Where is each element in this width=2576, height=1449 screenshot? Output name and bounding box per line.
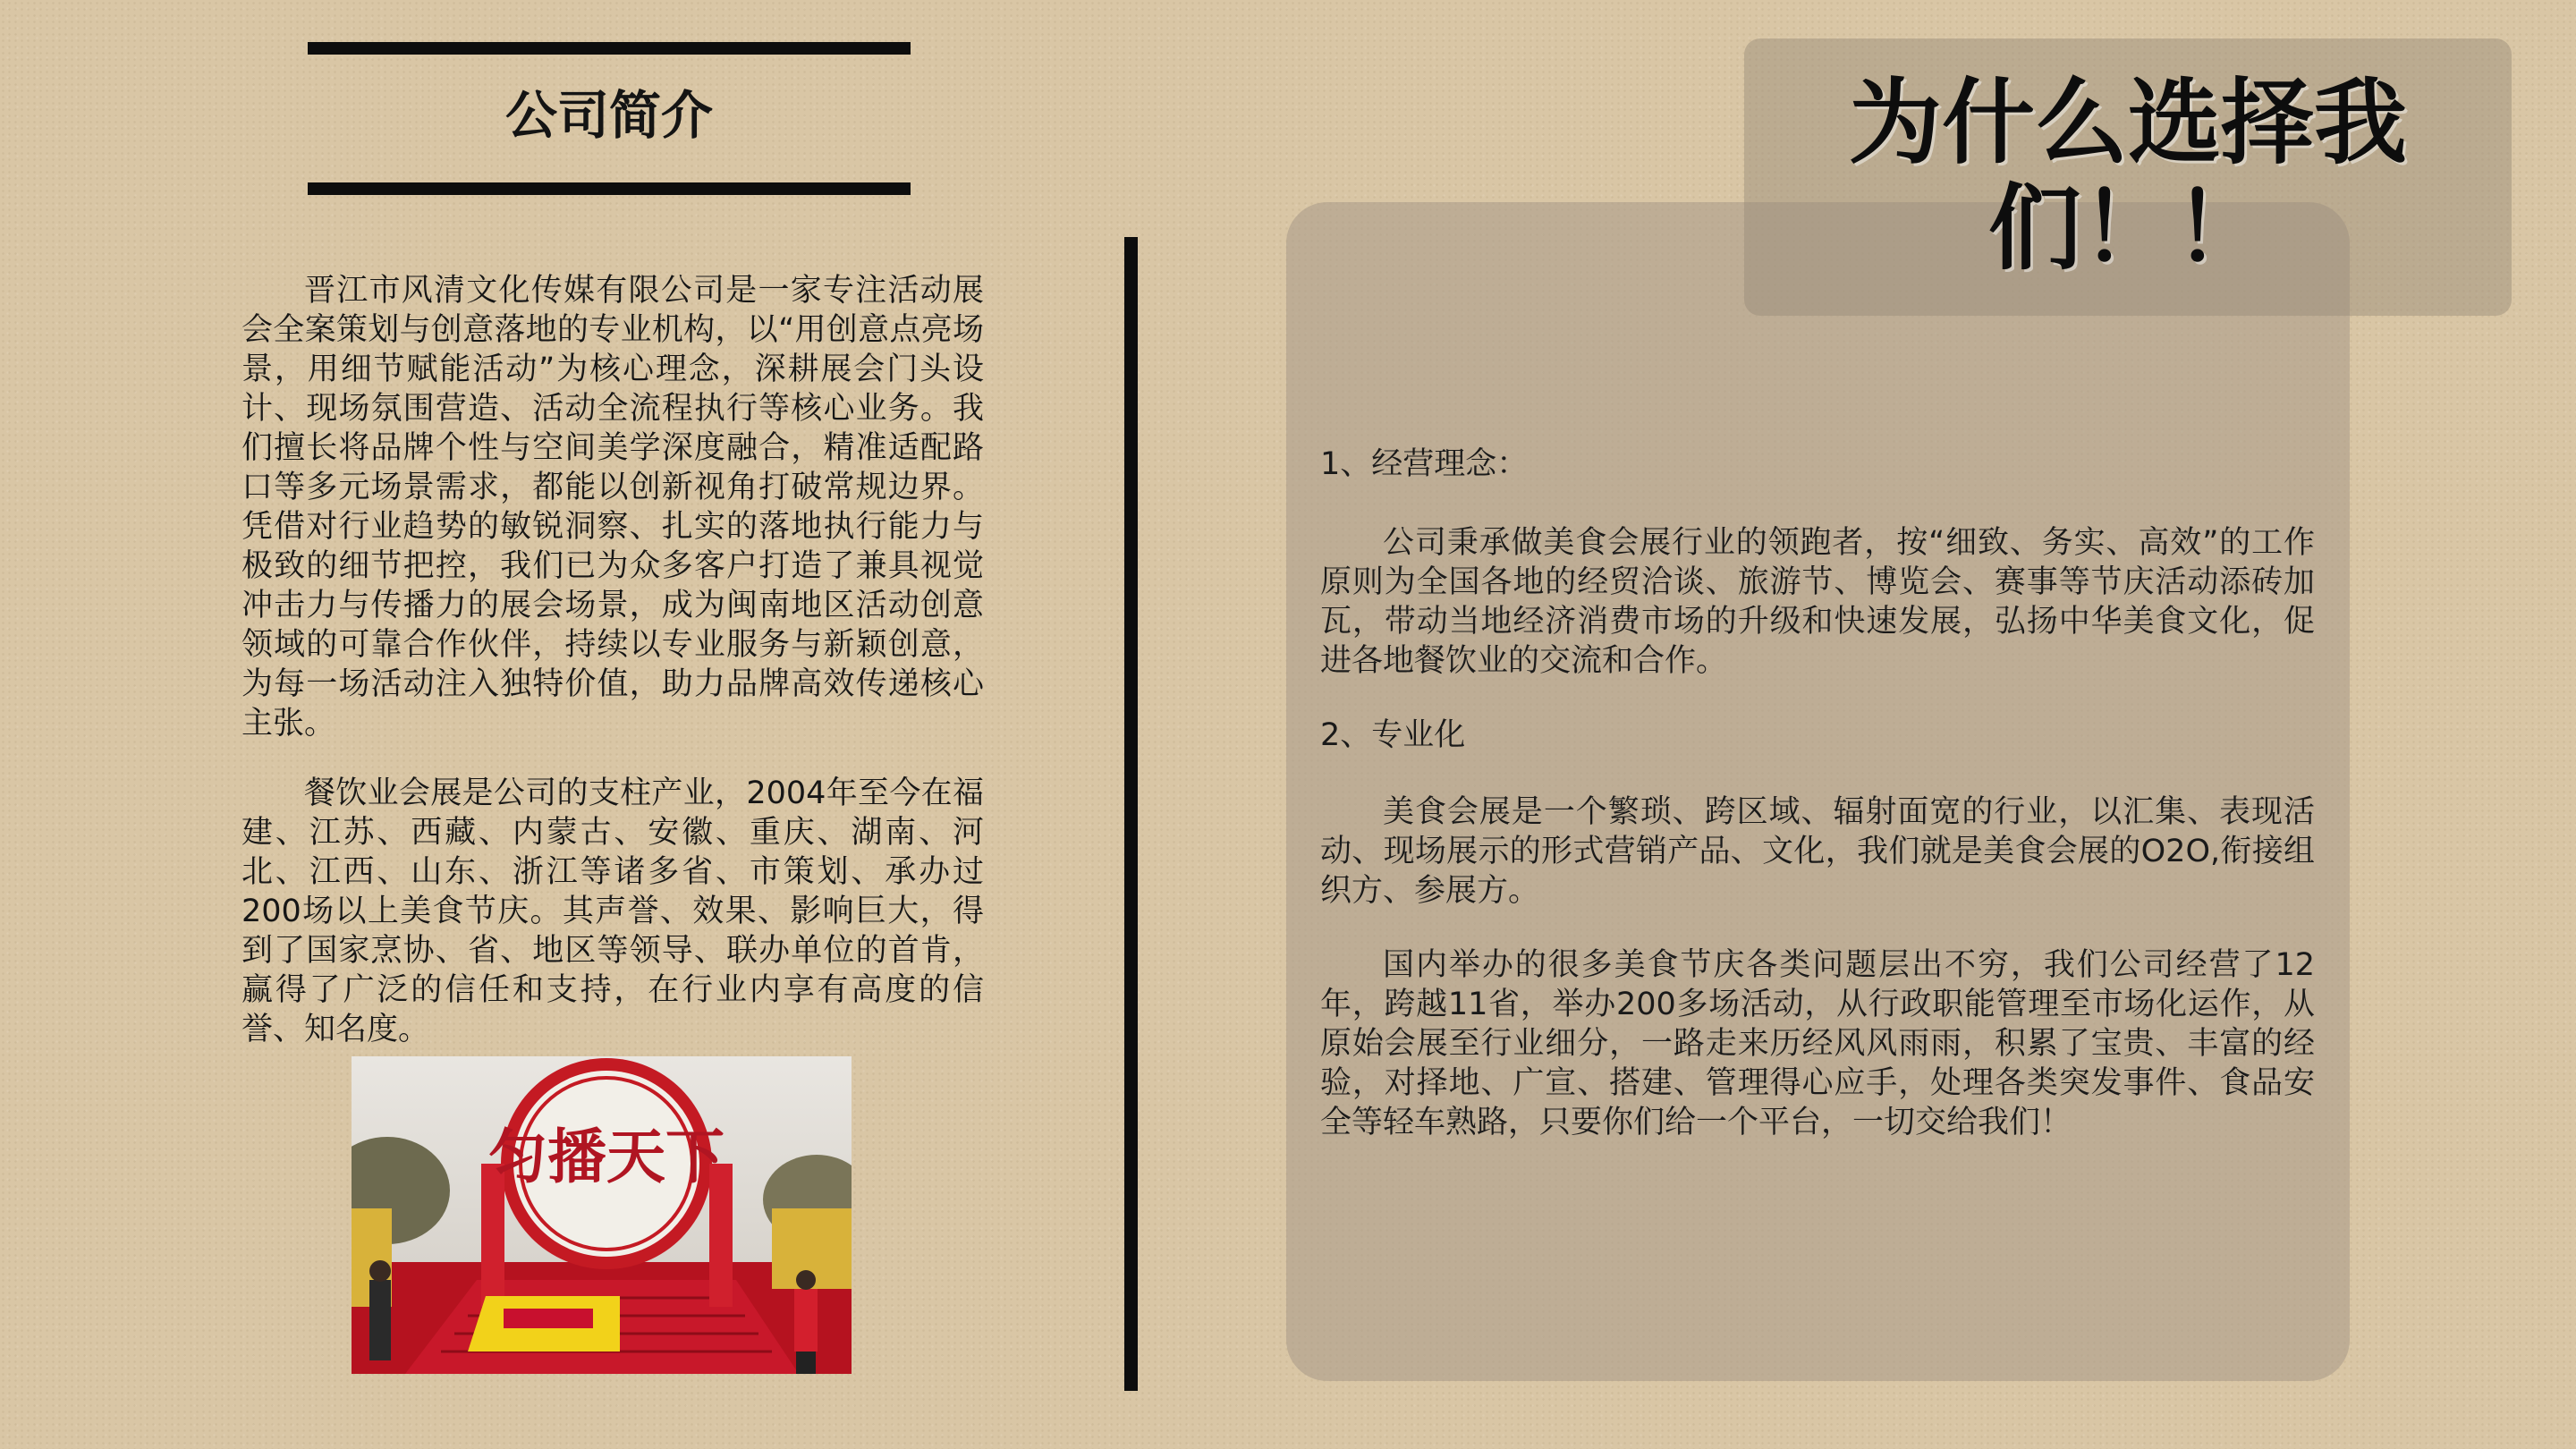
photo-banner-text: 匀播天下	[488, 1122, 724, 1191]
content-panel	[1286, 202, 2350, 1381]
why-choose-us-title: 为什么选择我们！！	[1848, 68, 2407, 283]
center-divider	[1124, 237, 1138, 1391]
intro-paragraph-2: 餐饮业会展是公司的支柱产业，2004年至今在福建、江苏、西藏、内蒙古、安徽、重庆、湖南、河北、江西、山东、浙江等诸多省、市策划、承办过200场以上美食节庆。其声誉、效果、影响巨大，得到了国家烹协、省、地区等领导、联办单位的首肯，赢得了广泛的信任和支持，在行业内享有高度的信誉、知名度。	[242, 775, 984, 1047]
event-photo-illustration	[352, 1056, 852, 1374]
section-heading-business-philosophy: 1、经营理念：	[1320, 446, 1529, 482]
section-body-experience: 国内举办的很多美食节庆各类问题层出不穷，我们公司经营了12年，跨越11省，举办200多场活动，从行政职能管理至市场化运作，从原始会展至行业细分，一路走来历经风风雨雨，积累了宝贵、丰富的经验，对择地、广宣、搭建、管理得心应手，处理各类突发事件、食品安全等轻车熟路，只要你们给一个平台，一切交给我们！	[1320, 947, 2315, 1140]
section-heading-specialization: 2、专业化	[1320, 717, 1466, 753]
company-intro-title: 公司简介	[504, 85, 713, 146]
title-rule-bottom	[308, 182, 911, 195]
section-body-business-philosophy: 公司秉承做美食会展行业的领跑者，按“细致、务实、高效”的工作原则为全国各地的经贸洽谈、旅游节、博览会、赛事等节庆活动添砖加瓦，带动当地经济消费市场的升级和快速发展，弘扬中华美食文化，促进各地餐饮业的交流和合作。	[1320, 525, 2315, 679]
intro-paragraph-1: 晋江市风清文化传媒有限公司是一家专注活动展会全案策划与创意落地的专业机构，以“用创意点亮场景，用细节赋能活动”为核心理念，深耕展会门头设计、现场氛围营造、活动全流程执行等核心业务。我们擅长将品牌个性与空间美学深度融合，精准适配路口等多元场景需求，都能以创新视角打破常规边界。凭借对行业趋势的敏锐洞察、扎实的落地执行能力与极致的细节把控，我们已为众多客户打造了兼具视觉冲击力与传播力的展会场景，成为闽南地区活动创意领域的可靠合作伙伴，持续以专业服务与新颖创意，为每一场活动注入独特价值，助力品牌高效传递核心主张。	[242, 273, 984, 741]
event-photo	[352, 1056, 852, 1374]
section-body-specialization: 美食会展是一个繁琐、跨区域、辐射面宽的行业，以汇集、表现活动、现场展示的形式营销产品、文化，我们就是美食会展的O2O,衔接组织方、参展方。	[1320, 794, 2315, 909]
title-rule-top	[308, 42, 911, 55]
